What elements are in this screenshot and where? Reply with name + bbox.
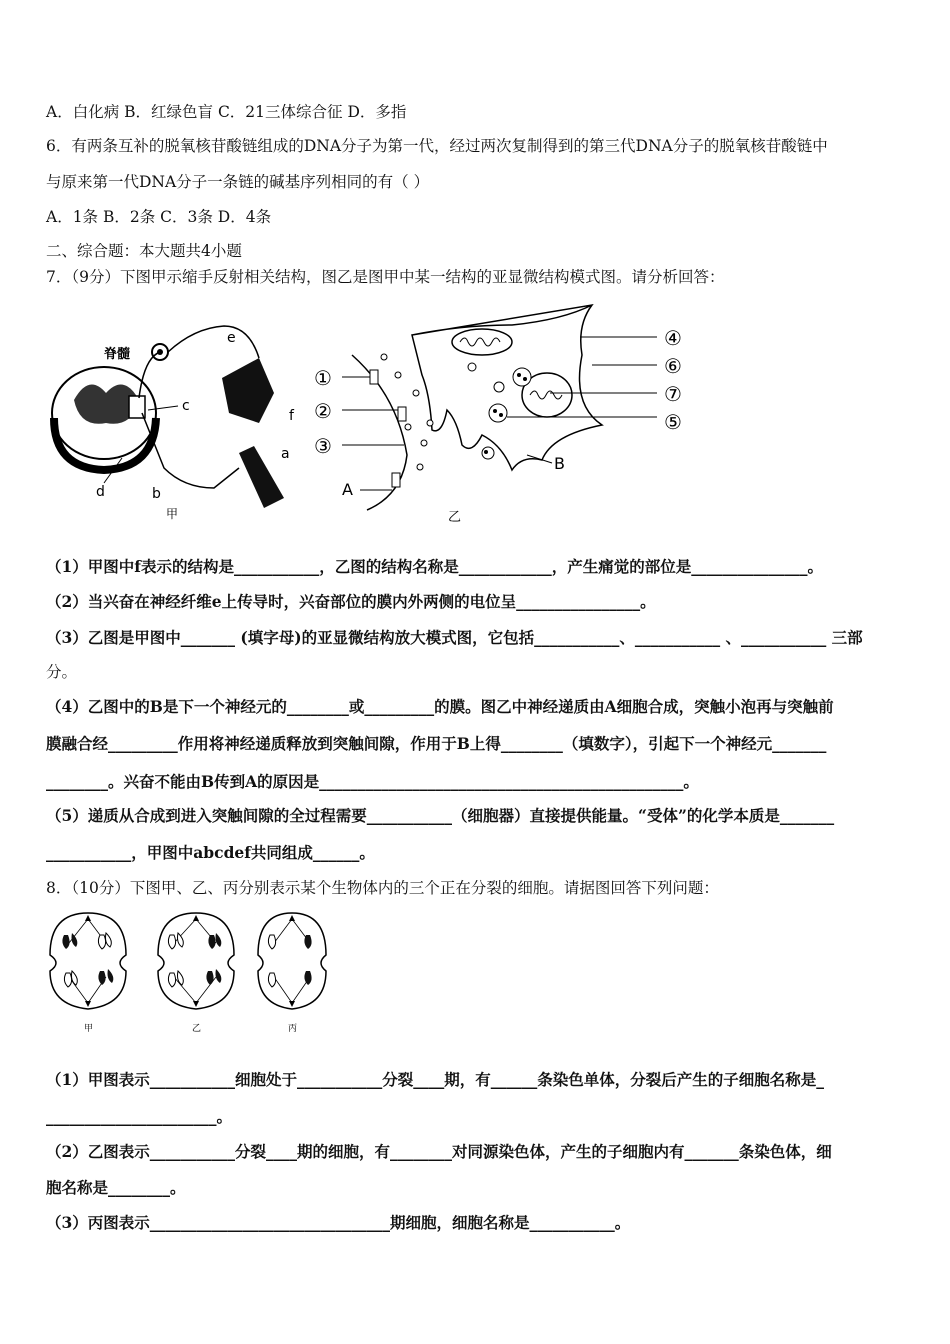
question-7-stem: 7．（9分）下图甲示缩手反射相关结构，图乙是图甲中某一结构的亚显微结构模式图。请分析回答： — [46, 268, 725, 286]
effector-shape — [239, 446, 284, 508]
question-8-stem: 8．（10分）下图甲、乙、丙分别表示某个生物体内的三个正在分裂的细胞。请据图回答下列问题： — [46, 879, 719, 897]
q7-part5-line2: ___________，甲图中abcdef共同组成______。 — [46, 843, 375, 862]
label-c: c — [182, 398, 190, 414]
q7-part4-line1: （4）乙图中的B是下一个神经元的________或_________的膜。图乙中神经递质由A细胞合成，突触小泡再与突触前 — [46, 697, 834, 716]
label-d: d — [96, 484, 105, 500]
q7-part3-line2: 分。 — [46, 663, 78, 681]
caption-cell-bing: 丙 — [288, 1024, 298, 1034]
q7-part5-line1: （5）递质从合成到进入突触间隙的全过程需要___________（细胞器）直接提供能量。“受体”的化学本质是_______ — [46, 806, 835, 825]
q7-part2: （2）当兴奋在神经纤维e上传导时，兴奋部位的膜内外两侧的电位呈________________。 — [46, 592, 656, 611]
cell-yi — [158, 913, 234, 1034]
label-4: ④ — [664, 326, 682, 350]
label-6: ⑥ — [664, 354, 682, 378]
receptor-shape — [222, 358, 274, 423]
section-heading: 二、综合题：本大题共4小题 — [46, 242, 242, 260]
q7-part3-line1: （3）乙图是甲图中_______ (填字母)的亚显微结构放大模式图，它包括___________、___________ 、___________ 三部 — [46, 628, 863, 647]
question-6-line2: 与原来第一代DNA分子一条链的碱基序列相同的有（ ） — [46, 173, 430, 191]
caption-cell-jia: 甲 — [84, 1024, 94, 1034]
label-3: ③ — [314, 434, 332, 458]
postsynaptic-outline — [412, 305, 602, 470]
label-e: e — [227, 330, 236, 346]
cell-jia — [50, 913, 126, 1034]
options-q6: A．1条 B．2条 C．3条 D．4条 — [46, 208, 272, 226]
q8-part3: （3）丙图表示_______________________________期细胞，细胞名称是___________。 — [46, 1213, 631, 1232]
caption-jia: 甲 — [166, 507, 179, 521]
reflex-arc-figure — [44, 318, 314, 528]
q8-part2-line2: 胞名称是________。 — [46, 1178, 186, 1197]
q7-part1: （1）甲图中f表示的结构是___________，乙图的结构名称是____________，产生痛觉的部位是_______________。 — [46, 557, 823, 576]
q8-part2-line1: （2）乙图表示___________分裂____期的细胞，有________对同源染色体，产生的子细胞内有_______条染色体，细 — [46, 1142, 832, 1161]
synapse-figure — [312, 295, 702, 530]
cell-division-figure — [44, 905, 344, 1037]
question-6-line1: 6．有两条互补的脱氧核苷酸链组成的DNA分子为第一代，经过两次复制得到的第三代DNA分子的脱氧核苷酸链中 — [46, 137, 828, 155]
caption-cell-yi: 乙 — [192, 1024, 202, 1034]
q8-part1-line2: ______________________。 — [46, 1107, 233, 1126]
q7-part4-line3: ________。兴奋不能由B传到A的原因是_______________________________________________。 — [46, 772, 699, 791]
q8-part1-line1: （1）甲图表示___________细胞处于___________分裂____期，有______条染色单体，分裂后产生的子细胞名称是_ — [46, 1070, 825, 1089]
label-b: b — [152, 486, 161, 502]
options-q5: A．白化病 B．红绿色盲 C．21三体综合征 D．多指 — [46, 103, 407, 121]
label-spinal: 脊髓 — [104, 347, 131, 362]
cell-bing — [258, 913, 326, 1034]
label-B: B — [554, 454, 565, 473]
label-2: ② — [314, 399, 332, 423]
label-A: A — [342, 480, 353, 499]
label-a: a — [281, 446, 290, 462]
label-1: ① — [314, 366, 332, 390]
q7-part4-line2: 膜融合经_________作用将神经递质释放到突触间隙，作用于B上得________（填数字），引起下一个神经元_______ — [46, 734, 827, 753]
label-7: ⑦ — [664, 382, 682, 406]
caption-yi: 乙 — [448, 510, 462, 525]
label-f: f — [289, 408, 294, 424]
label-5: ⑤ — [664, 410, 682, 434]
